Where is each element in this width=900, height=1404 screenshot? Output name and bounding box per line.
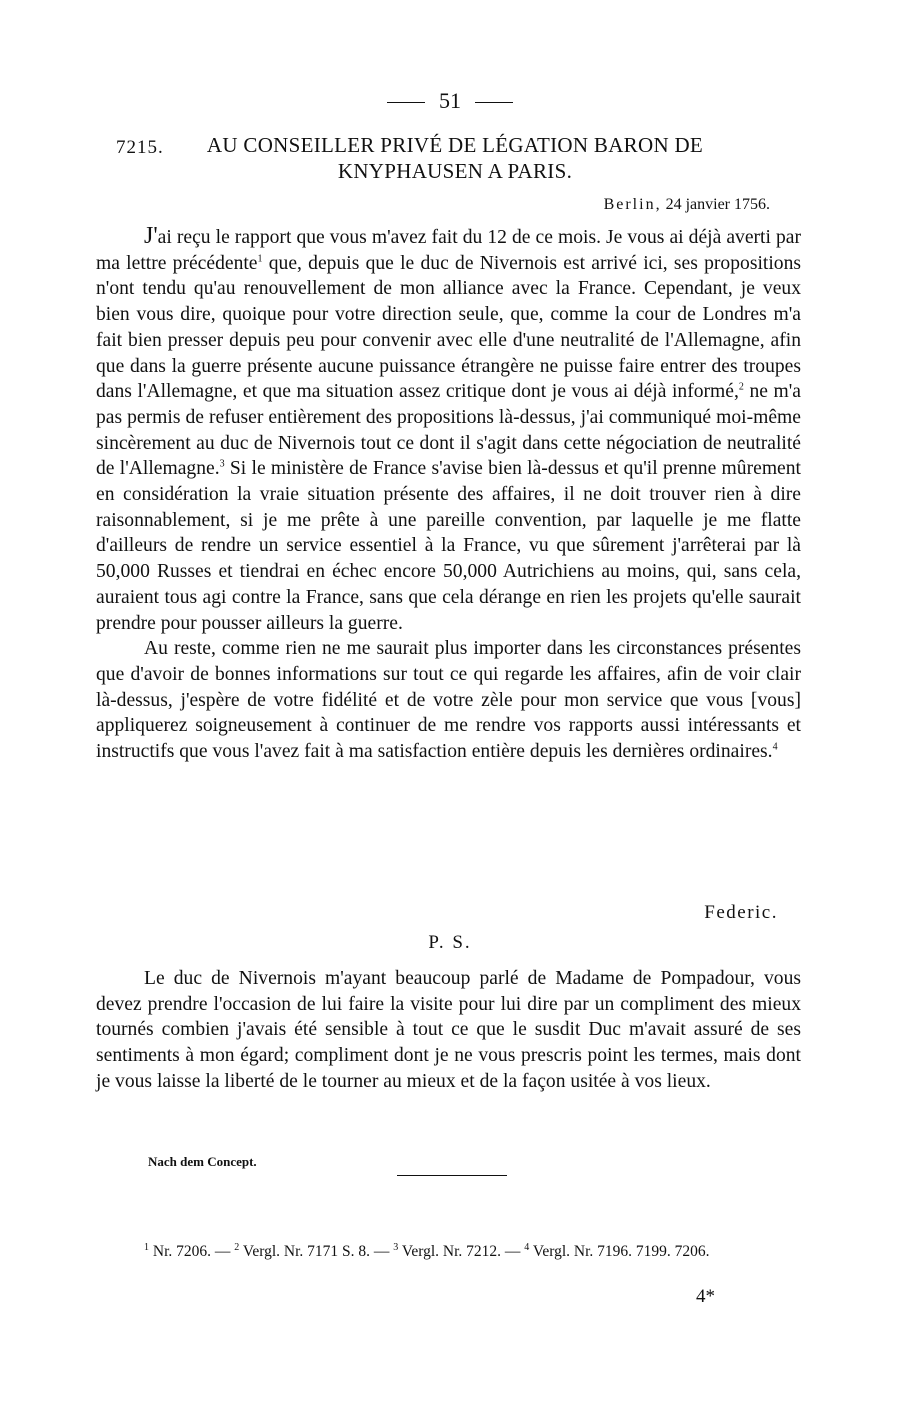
- page-number: 51: [439, 88, 461, 113]
- footnote-divider: [397, 1175, 507, 1176]
- footnote-text-4: Vergl. Nr. 7196. 7199. 7206.: [529, 1243, 710, 1260]
- source-note: Nach dem Concept.: [148, 1154, 257, 1169]
- signature: Federic.: [704, 902, 778, 923]
- footnote-text-1: Nr. 7206. —: [149, 1243, 235, 1260]
- footnote-marker-3: 3: [393, 1241, 399, 1253]
- title-line-1: AU CONSEILLER PRIVÉ DE LÉGATION BARON DE: [206, 133, 704, 157]
- footnote-ref-3: 3: [219, 458, 225, 470]
- footnote-text-3: Vergl. Nr. 7212. —: [398, 1243, 525, 1260]
- footnote-ref-2: 2: [738, 381, 744, 393]
- footnote-ref-4: 4: [772, 741, 778, 753]
- ps-body: [96, 966, 801, 1095]
- paragraph-1-text-c: ne m'a pas permis de refuser entièrement des propositions là-dessus, j'ai communiqué moi-même sincèrement au duc de Nivernois tout ce dont il s'agit dans cette négociation de neutralité de l'Allemagne.: [96, 381, 801, 480]
- signature-mark: 4*: [696, 1286, 715, 1307]
- letter-number: 7215.: [116, 137, 164, 158]
- ps-heading: P. S.: [428, 932, 472, 953]
- letter-title: [110, 132, 800, 184]
- dateline-date: 24 janvier 1756.: [665, 196, 770, 213]
- footnote-marker-1: 1: [144, 1241, 149, 1253]
- footnotes: [100, 1241, 805, 1262]
- paragraph-2: [96, 636, 801, 765]
- paragraph-1-text-d: Si le ministère de France s'avise bien là-dessus et qu'il prenne mûrement en considération la vraie situation présente des affaires, il ne doit trouver rien à dire raisonnablement, si je me prête à une pareille convention, par laquelle je me flatte d'ailleurs de rendre un service essentiel à la France, vu que sûrement j'arrêterai par là 50,000 Russes et tiendrai en échec encore 50,000 Autrichiens au moins, qui, sans cela, auraient tous agi contre la France, sans que cela dérange en rien les projets qu'elle saurait prendre pour pousser ailleurs la guerre.: [96, 458, 801, 634]
- footnote-marker-4: 4: [524, 1241, 530, 1253]
- paragraph-1-text-a: J'ai reçu le rapport que vous m'avez fait du 12 de ce mois. Je vous ai déjà averti par ma lettre précédente: [96, 223, 801, 274]
- paragraph-1: [96, 224, 801, 636]
- paragraph-1-text-b: que, depuis que le duc de Nivernois est arrivé ici, ses propositions n'ont tendu qu'au renouvellement de mon alliance avec la France. Cependant, je veux bien vous dire, quoique pour votre direction seule, que, comme la cour de Londres m'a fait bien presser depuis peu pour convenir avec elle d'une neutralité de l'Allemagne, afin que dans la guerre présente aucune puissance étrangère ne puisse faire entrer des troupes dans l'Allemagne, et que ma situation assez critique dont je vous ai déjà informé,: [96, 252, 801, 403]
- footnote-text-2: Vergl. Nr. 7171 S. 8. —: [239, 1243, 394, 1260]
- footnote-marker-2: 2: [234, 1241, 240, 1253]
- ps-paragraph: Le duc de Nivernois m'ayant beaucoup parlé de Madame de Pompadour, vous devez prendre l'occasion de lui faire la visite pour lui dire par un compliment des mieux tournés combien j'avais été sensible à tout ce que le susdit Duc m'avait assuré de ses sentiments à mon égard; compliment dont je ne vous prescris point les termes, mais dont je vous laisse la liberté de le tourner au mieux et de la façon usitée à vos lieux.: [96, 968, 801, 1092]
- title-line-2: KNYPHAUSEN A PARIS.: [337, 159, 573, 183]
- header-rule-left: [387, 102, 425, 103]
- paragraph-2-text: Au reste, comme rien ne me saurait plus importer dans les circonstances présentes que d'avoir de bonnes informations sur tout ce qui regarde les affaires, afin de voir clair là-dessus, j'espère de votre fidélité et de votre zèle pour mon service que vous [vous] appliquerez soigneusement à continuer de me rendre vos rapports aussi intéressants et instructifs que vous l'avez fait à ma satisfaction entière depuis les dernières ordinaires.: [96, 638, 801, 763]
- page-header: [0, 88, 900, 114]
- dateline-place: Berlin,: [603, 196, 662, 213]
- footnote-ref-1: 1: [257, 253, 263, 265]
- letter-body: [96, 224, 801, 765]
- dateline: [604, 196, 770, 214]
- header-rule-right: [475, 102, 513, 103]
